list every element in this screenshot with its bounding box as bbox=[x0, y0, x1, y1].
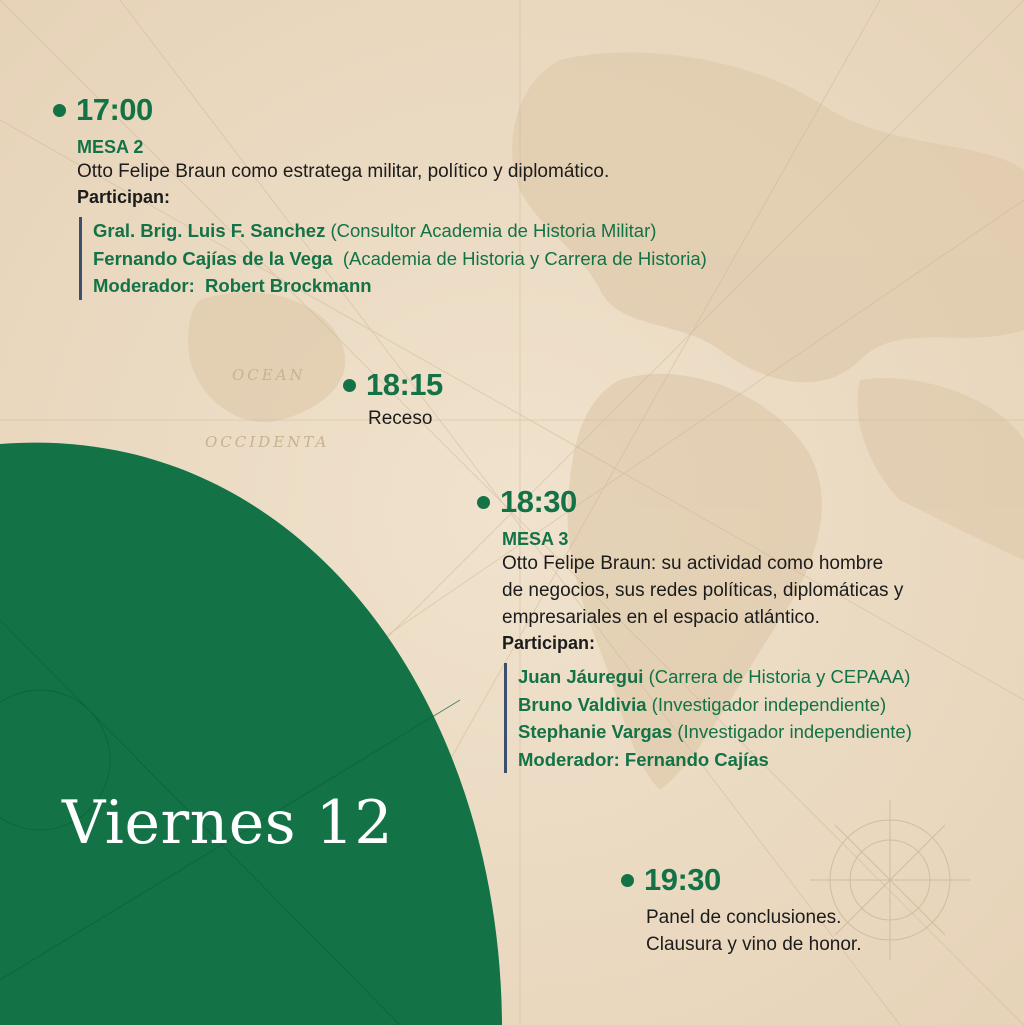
session-description: Receso bbox=[368, 408, 433, 429]
session-time: 18:15 bbox=[366, 367, 443, 402]
session-description-line: empresariales en el espacio atlántico. bbox=[502, 607, 820, 628]
bullet-dot bbox=[53, 104, 66, 117]
participants-label: Participan: bbox=[502, 633, 596, 653]
session-mesa: MESA 3 bbox=[502, 529, 569, 549]
bullet-dot bbox=[343, 379, 356, 392]
map-label-ocean: OCEAN bbox=[232, 366, 306, 384]
participant-affiliation: (Investigador independiente) bbox=[672, 721, 912, 742]
participants-list bbox=[79, 217, 707, 300]
participant bbox=[518, 718, 912, 746]
session-1815 bbox=[343, 367, 443, 432]
participant-name: Gral. Brig. Luis F. Sanchez bbox=[93, 220, 326, 241]
participant-name: Stephanie Vargas bbox=[518, 721, 673, 742]
moderator-name: Moderador: Robert Brockmann bbox=[93, 275, 372, 296]
participant-affiliation: (Consultor Academia de Historia Militar) bbox=[325, 220, 657, 241]
participant-name: Bruno Valdivia bbox=[518, 693, 647, 715]
session-time: 18:30 bbox=[500, 484, 577, 519]
participant bbox=[518, 663, 912, 691]
participant-name: Fernando Cajías de la Vega bbox=[93, 247, 333, 269]
participants-label: Participan: bbox=[77, 187, 171, 207]
session-description-line: Otto Felipe Braun: su actividad como hombre bbox=[502, 553, 884, 574]
session-1930 bbox=[621, 862, 861, 958]
session-description-line: Panel de conclusiones. bbox=[646, 907, 842, 928]
participant-affiliation: (Investigador independiente) bbox=[646, 693, 887, 715]
session-description-line: Clausura y vino de honor. bbox=[646, 934, 862, 955]
participant bbox=[518, 691, 912, 719]
session-description-line: de negocios, sus redes políticas, diplomáticas y bbox=[502, 580, 904, 601]
participant-affiliation: (Academia de Historia y Carrera de Historia) bbox=[332, 247, 707, 269]
session-1830 bbox=[477, 484, 912, 773]
participants-list bbox=[504, 663, 912, 773]
participant bbox=[93, 217, 707, 245]
participant-name: Juan Jáuregui bbox=[518, 666, 644, 687]
participant bbox=[93, 245, 707, 273]
day-title: Viernes 12 bbox=[62, 788, 394, 858]
session-mesa: MESA 2 bbox=[77, 137, 144, 157]
session-description: Otto Felipe Braun como estratega militar, político y diplomático. bbox=[77, 161, 610, 182]
map-label-occidental: OCCIDENTA bbox=[205, 433, 330, 451]
bullet-dot bbox=[621, 874, 634, 887]
session-1700 bbox=[53, 92, 707, 300]
participant-affiliation: (Carrera de Historia y CEPAAA) bbox=[643, 666, 911, 687]
moderator-name: Moderador: Fernando Cajías bbox=[518, 748, 769, 770]
participant bbox=[93, 272, 707, 300]
session-time: 17:00 bbox=[76, 92, 153, 127]
bullet-dot bbox=[477, 496, 490, 509]
participant bbox=[518, 746, 912, 774]
session-time: 19:30 bbox=[644, 862, 721, 897]
